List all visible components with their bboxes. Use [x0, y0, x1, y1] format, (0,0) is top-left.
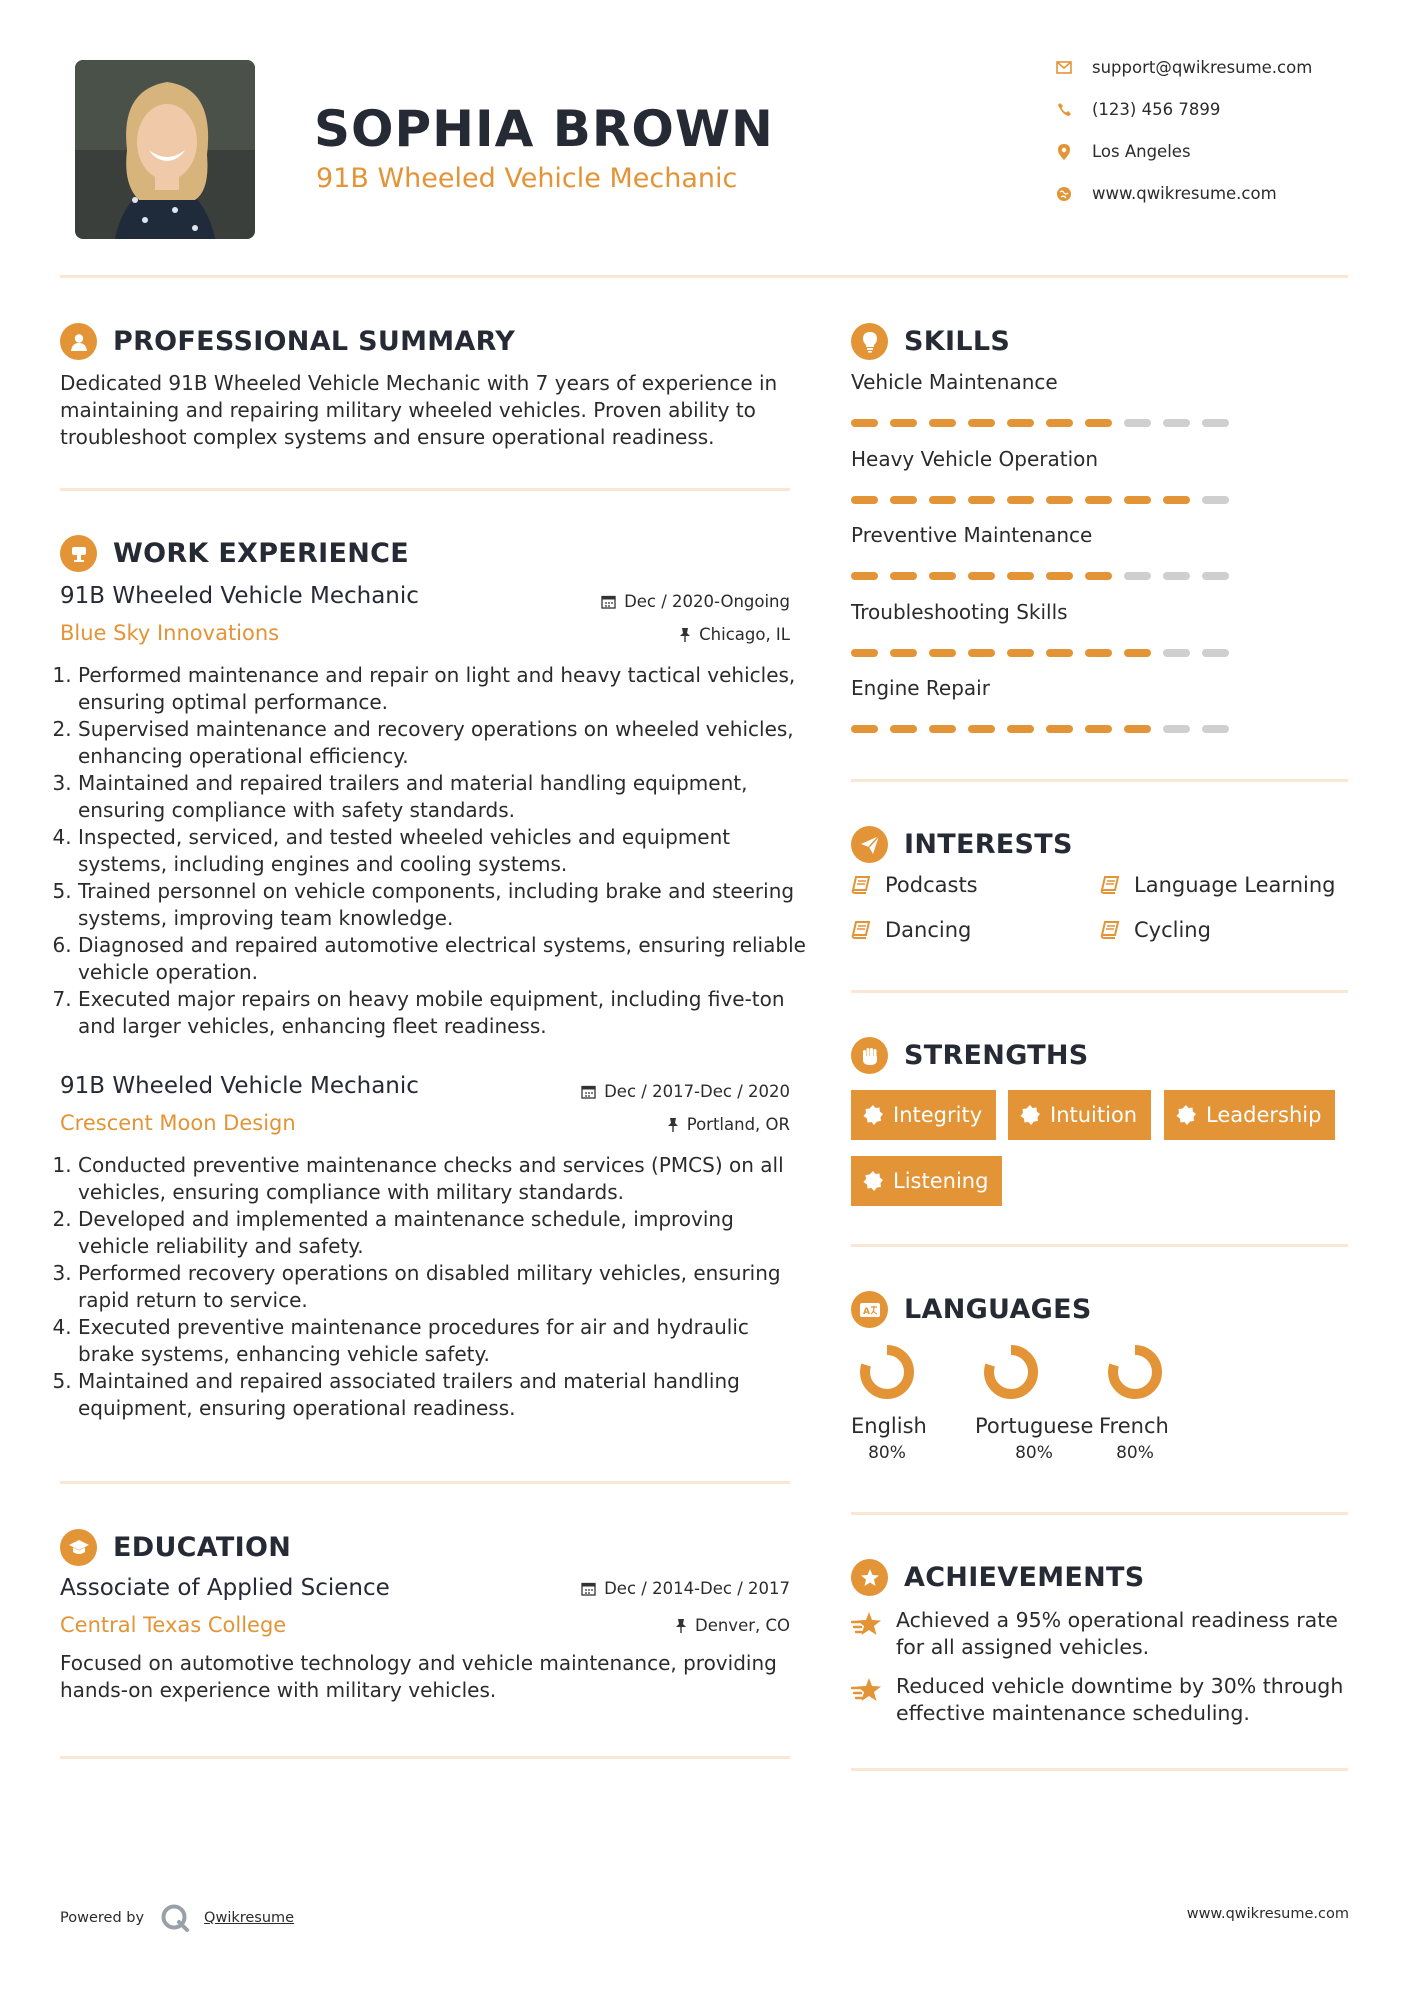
pushpin-icon — [675, 1618, 687, 1633]
contact-location — [1055, 142, 1191, 161]
language-name: Portuguese — [975, 1414, 1094, 1438]
interest-item: Cycling — [1100, 918, 1211, 942]
interest-item: Language Learning — [1100, 873, 1335, 897]
translate-icon — [851, 1291, 888, 1328]
skill-dot-empty — [1163, 572, 1190, 580]
achievements-heading: ACHIEVEMENTS — [851, 1559, 1145, 1596]
candidate-title: 91B Wheeled Vehicle Mechanic — [316, 163, 738, 194]
language-percent: 80% — [1015, 1443, 1053, 1463]
skill-dot-filled — [890, 496, 917, 504]
job-1-dates: Dec / 2020-Ongoing — [601, 592, 790, 611]
interest-item: Podcasts — [851, 873, 978, 897]
skill-name: Engine Repair — [851, 676, 990, 700]
language-level-ring — [1106, 1343, 1164, 1401]
strength-tag: Leadership — [1164, 1090, 1335, 1140]
skill-dot-filled — [1007, 649, 1034, 657]
job-1-title: 91B Wheeled Vehicle Mechanic — [60, 583, 419, 609]
briefcase-icon — [60, 535, 97, 572]
footer-powered-by: Powered by Qwikresume — [60, 1903, 294, 1933]
list-item: 5. Trained personnel on vehicle components, including brake and steering systems, improving team knowledge. — [78, 878, 808, 932]
skill-dot-filled — [1046, 725, 1073, 733]
job-1-location: Chicago, IL — [679, 625, 790, 644]
profile-photo — [75, 60, 255, 239]
summary-text: Dedicated 91B Wheeled Vehicle Mechanic with 7 years of experience in maintaining and repairing military wheeled vehicles. Proven ability to troubleshoot complex systems and ensure operational readiness. — [60, 371, 778, 449]
job-2-company: Crescent Moon Design — [60, 1111, 296, 1135]
book-icon — [1100, 921, 1120, 939]
skill-dot-filled — [929, 496, 956, 504]
skill-dot-filled — [968, 649, 995, 657]
pushpin-icon — [667, 1117, 679, 1132]
skill-name: Heavy Vehicle Operation — [851, 447, 1099, 471]
skill-dot-filled — [1124, 496, 1151, 504]
badge-check-icon — [1020, 1105, 1040, 1125]
badge-check-icon — [1176, 1105, 1196, 1125]
job-2-location: Portland, OR — [667, 1115, 790, 1134]
footer-website-link[interactable]: www.qwikresume.com — [1186, 1906, 1349, 1922]
skill-dot-filled — [929, 572, 956, 580]
paper-plane-icon — [851, 826, 888, 863]
skill-dot-filled — [968, 419, 995, 427]
achievements-divider — [851, 1768, 1348, 1771]
language-level-arc — [989, 1350, 1033, 1394]
interest-item: Dancing — [851, 918, 971, 942]
skill-dot-filled — [851, 419, 878, 427]
badge-check-icon — [863, 1171, 883, 1191]
skill-dot-filled — [890, 649, 917, 657]
strength-tag: Integrity — [851, 1090, 996, 1140]
skill-dot-filled — [968, 725, 995, 733]
fist-icon — [851, 1037, 888, 1074]
star-icon — [851, 1610, 883, 1642]
list-item: 3. Performed recovery operations on disabled military vehicles, ensuring rapid return to service. — [78, 1260, 808, 1314]
skill-dot-filled — [1085, 725, 1112, 733]
job-2-bullets — [60, 1152, 808, 1422]
skill-level-bar — [851, 419, 1241, 427]
skill-dot-filled — [851, 649, 878, 657]
skill-dot-empty — [1124, 419, 1151, 427]
education-degree: Associate of Applied Science — [60, 1575, 390, 1601]
star-badge-icon — [851, 1559, 888, 1596]
language-level-arc — [1113, 1350, 1157, 1394]
skills-divider — [851, 779, 1348, 782]
experience-divider — [60, 1481, 790, 1484]
skill-dot-filled — [968, 572, 995, 580]
list-item: 5. Maintained and repaired associated trailers and material handling equipment, ensuring operational readiness. — [78, 1368, 808, 1422]
contact-website[interactable] — [1055, 184, 1277, 203]
list-item: 3. Maintained and repaired trailers and material handling equipment, ensuring compliance with safety standards. — [78, 770, 808, 824]
contact-website-text: www.qwikresume.com — [1092, 184, 1277, 203]
qwikresume-logo-icon — [160, 1903, 190, 1933]
candidate-name: SOPHIA BROWN — [314, 100, 774, 158]
skill-dot-filled — [1007, 496, 1034, 504]
skill-dot-empty — [1202, 496, 1229, 504]
contact-email[interactable] — [1055, 58, 1312, 77]
education-divider — [60, 1756, 790, 1759]
education-school: Central Texas College — [60, 1613, 287, 1637]
skill-dot-filled — [1085, 649, 1112, 657]
skill-dot-filled — [1163, 496, 1190, 504]
skill-name: Vehicle Maintenance — [851, 370, 1058, 394]
location-pin-icon — [1055, 143, 1073, 161]
skills-heading: SKILLS — [851, 323, 1010, 360]
job-2-title: 91B Wheeled Vehicle Mechanic — [60, 1073, 419, 1099]
language-percent: 80% — [868, 1443, 906, 1463]
calendar-icon — [581, 1084, 596, 1099]
skill-dot-empty — [1202, 649, 1229, 657]
skill-dot-filled — [1085, 419, 1112, 427]
skill-name: Preventive Maintenance — [851, 523, 1093, 547]
skill-dot-filled — [1085, 572, 1112, 580]
skill-dot-filled — [929, 725, 956, 733]
graduation-cap-icon — [60, 1529, 97, 1566]
skill-dot-filled — [1046, 572, 1073, 580]
strength-tag: Listening — [851, 1156, 1002, 1206]
contact-phone[interactable] — [1055, 100, 1220, 119]
skill-dot-filled — [851, 496, 878, 504]
list-item: 4. Inspected, serviced, and tested wheeled vehicles and equipment systems, including engines and cooling systems. — [78, 824, 808, 878]
language-name: English — [851, 1414, 927, 1438]
skill-dot-empty — [1202, 419, 1229, 427]
language-level-ring — [858, 1343, 916, 1401]
education-location: Denver, CO — [675, 1616, 790, 1635]
svg-text:A: A — [862, 1306, 870, 1317]
languages-divider — [851, 1512, 1348, 1515]
badge-check-icon — [863, 1105, 883, 1125]
skill-dot-filled — [1046, 496, 1073, 504]
skill-dot-empty — [1124, 572, 1151, 580]
job-1-company: Blue Sky Innovations — [60, 621, 280, 645]
language-level-arc — [865, 1350, 909, 1394]
education-dates: Dec / 2014-Dec / 2017 — [581, 1579, 790, 1598]
contact-email-text: support@qwikresume.com — [1092, 58, 1313, 77]
skill-dot-filled — [1124, 649, 1151, 657]
skill-dot-filled — [929, 419, 956, 427]
interests-divider — [851, 990, 1348, 993]
list-item: 2. Supervised maintenance and recovery operations on wheeled vehicles, enhancing operational efficiency. — [78, 716, 808, 770]
interests-heading: INTERESTS — [851, 826, 1073, 863]
contact-phone-text: (123) 456 7899 — [1092, 100, 1221, 119]
phone-icon — [1055, 101, 1073, 119]
strengths-heading: STRENGTHS — [851, 1037, 1089, 1074]
achievement-item: Achieved a 95% operational readiness rate for all assigned vehicles. — [896, 1608, 1338, 1659]
skill-name: Troubleshooting Skills — [851, 600, 1068, 624]
languages-heading: A LANGUAGES — [851, 1291, 1092, 1328]
list-item: 7. Executed major repairs on heavy mobile equipment, including five-ton and larger vehicles, enhancing fleet readiness. — [78, 986, 808, 1040]
book-icon — [851, 876, 871, 894]
skill-dot-filled — [1046, 649, 1073, 657]
pushpin-icon — [679, 627, 691, 642]
skill-dot-filled — [851, 572, 878, 580]
skill-dot-filled — [1007, 419, 1034, 427]
language-level-ring — [982, 1343, 1040, 1401]
skill-dot-filled — [968, 496, 995, 504]
calendar-icon — [581, 1581, 596, 1596]
skill-dot-empty — [1202, 572, 1229, 580]
education-heading: EDUCATION — [60, 1529, 291, 1566]
calendar-icon — [601, 594, 616, 609]
header-divider — [60, 275, 1348, 278]
list-item: 2. Developed and implemented a maintenance schedule, improving vehicle reliability and safety. — [78, 1206, 808, 1260]
education-text: Focused on automotive technology and vehicle maintenance, providing hands-on experience with military vehicles. — [60, 1651, 777, 1702]
skill-level-bar — [851, 572, 1241, 580]
lightbulb-icon — [851, 323, 888, 360]
book-icon — [1100, 876, 1120, 894]
user-icon — [60, 323, 97, 360]
footer-brand-link[interactable]: Qwikresume — [204, 1910, 295, 1926]
job-1-bullets — [60, 662, 808, 1040]
skill-dot-filled — [1007, 572, 1034, 580]
skill-dot-filled — [1124, 725, 1151, 733]
skill-dot-filled — [1085, 496, 1112, 504]
skill-dot-filled — [890, 419, 917, 427]
skill-dot-filled — [851, 725, 878, 733]
list-item: 1. Conducted preventive maintenance checks and services (PMCS) on all vehicles, ensuring compliance with military standards. — [78, 1152, 808, 1206]
skill-dot-empty — [1163, 419, 1190, 427]
skill-dot-empty — [1163, 725, 1190, 733]
globe-icon — [1055, 185, 1073, 203]
star-icon — [851, 1676, 883, 1708]
summary-divider — [60, 488, 790, 491]
strength-tag: Intuition — [1008, 1090, 1151, 1140]
skill-dot-filled — [1007, 725, 1034, 733]
list-item: 1. Performed maintenance and repair on light and heavy tactical vehicles, ensuring optimal performance. — [78, 662, 808, 716]
skill-level-bar — [851, 725, 1241, 733]
skill-dot-empty — [1163, 649, 1190, 657]
skill-level-bar — [851, 496, 1241, 504]
book-icon — [851, 921, 871, 939]
skill-dot-filled — [929, 649, 956, 657]
list-item: 4. Executed preventive maintenance procedures for air and hydraulic brake systems, enhancing vehicle safety. — [78, 1314, 808, 1368]
language-name: French — [1099, 1414, 1169, 1438]
strengths-divider — [851, 1244, 1348, 1247]
skill-dot-filled — [890, 725, 917, 733]
mail-icon — [1055, 59, 1073, 77]
list-item: 6. Diagnosed and repaired automotive electrical systems, ensuring reliable vehicle operation. — [78, 932, 808, 986]
job-2-dates: Dec / 2017-Dec / 2020 — [581, 1082, 790, 1101]
skill-dot-empty — [1202, 725, 1229, 733]
skill-dot-filled — [1046, 419, 1073, 427]
skill-level-bar — [851, 649, 1241, 657]
summary-heading: PROFESSIONAL SUMMARY — [60, 323, 515, 360]
language-percent: 80% — [1116, 1443, 1154, 1463]
contact-location-text: Los Angeles — [1092, 142, 1191, 161]
achievement-item: Reduced vehicle downtime by 30% through effective maintenance scheduling. — [896, 1674, 1344, 1725]
skill-dot-filled — [890, 572, 917, 580]
experience-heading: WORK EXPERIENCE — [60, 535, 409, 572]
